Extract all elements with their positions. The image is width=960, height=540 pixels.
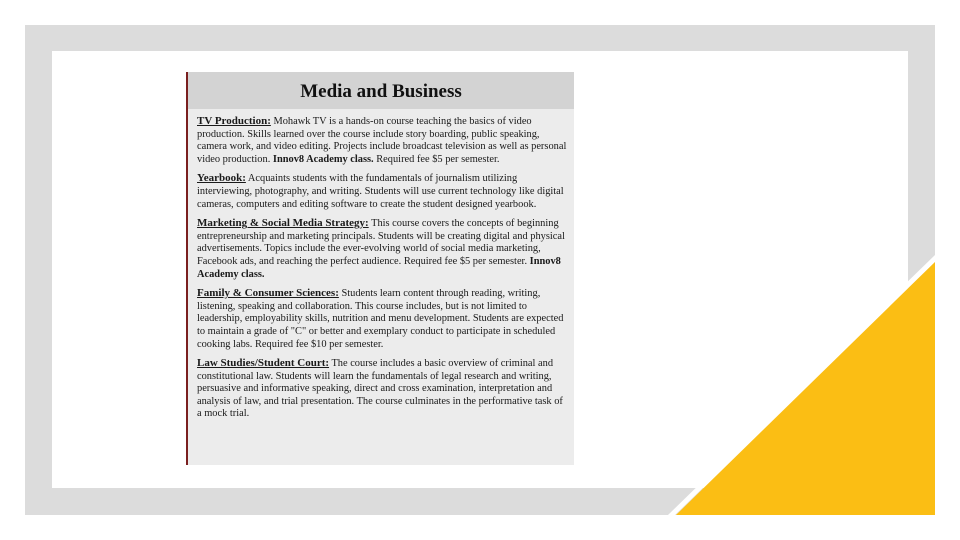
course-description-document [186, 72, 574, 465]
section-marketing [188, 217, 574, 281]
section-heading: Yearbook: [197, 172, 246, 185]
section-tail: Required fee $5 per semester. [373, 153, 500, 165]
document-title: Media and Business [188, 72, 574, 109]
section-bold-note: Innov8 Academy class. [272, 153, 374, 165]
section-family-consumer-sciences [188, 287, 574, 351]
section-heading: Marketing & Social Media Strategy: [197, 217, 369, 230]
section-heading: Family & Consumer Sciences: [197, 287, 339, 300]
section-body: Students learn content through reading, writing, listening, speaking and collaboration. This course includes, but is not limited to leadership, employability skills, nutrition and menu development. Students are expected to maintain a grade of "C" or better and exemplary conduct to participate in scheduled cooking labs. Required fee $10 per semester. [197, 288, 564, 350]
section-yearbook [188, 172, 574, 211]
section-heading: Law Studies/Student Court: [197, 357, 330, 370]
section-heading: TV Production: [197, 115, 271, 127]
section-body: This course covers the concepts of beginning entrepreneurship and marketing principals. Students will be creating digital and physical advertisements. Topics include the ever-evolving world of social media marketing, Facebook ads, and reaching the perfect audience. Required fee $5 per semester. [197, 218, 565, 267]
section-body: The course includes a basic overview of criminal and constitutional law. Students will learn the fundamentals of legal research and writing, persuasive and informative speaking, direct and cross examination, interpretation and analysis of law, and trial presentation. The course culminates in the performative task of a mock trial. [197, 358, 563, 420]
section-tv-production [188, 115, 574, 166]
section-bold-note: Innov8 Academy class. [197, 255, 561, 280]
section-body: Mohawk TV is a hands-on course teaching the basics of video production. Skills learned over the course include story boarding, public speaking, camera work, and video editing. Projects include broadcast television as well as personal video production. [197, 116, 567, 165]
section-law-studies [188, 357, 574, 421]
section-body: Acquaints students with the fundamentals of journalism utilizing interviewing, photography, and writing. Students will use current technology like digital cameras, computers and editing software to create the student designed yearbook. [197, 173, 564, 210]
